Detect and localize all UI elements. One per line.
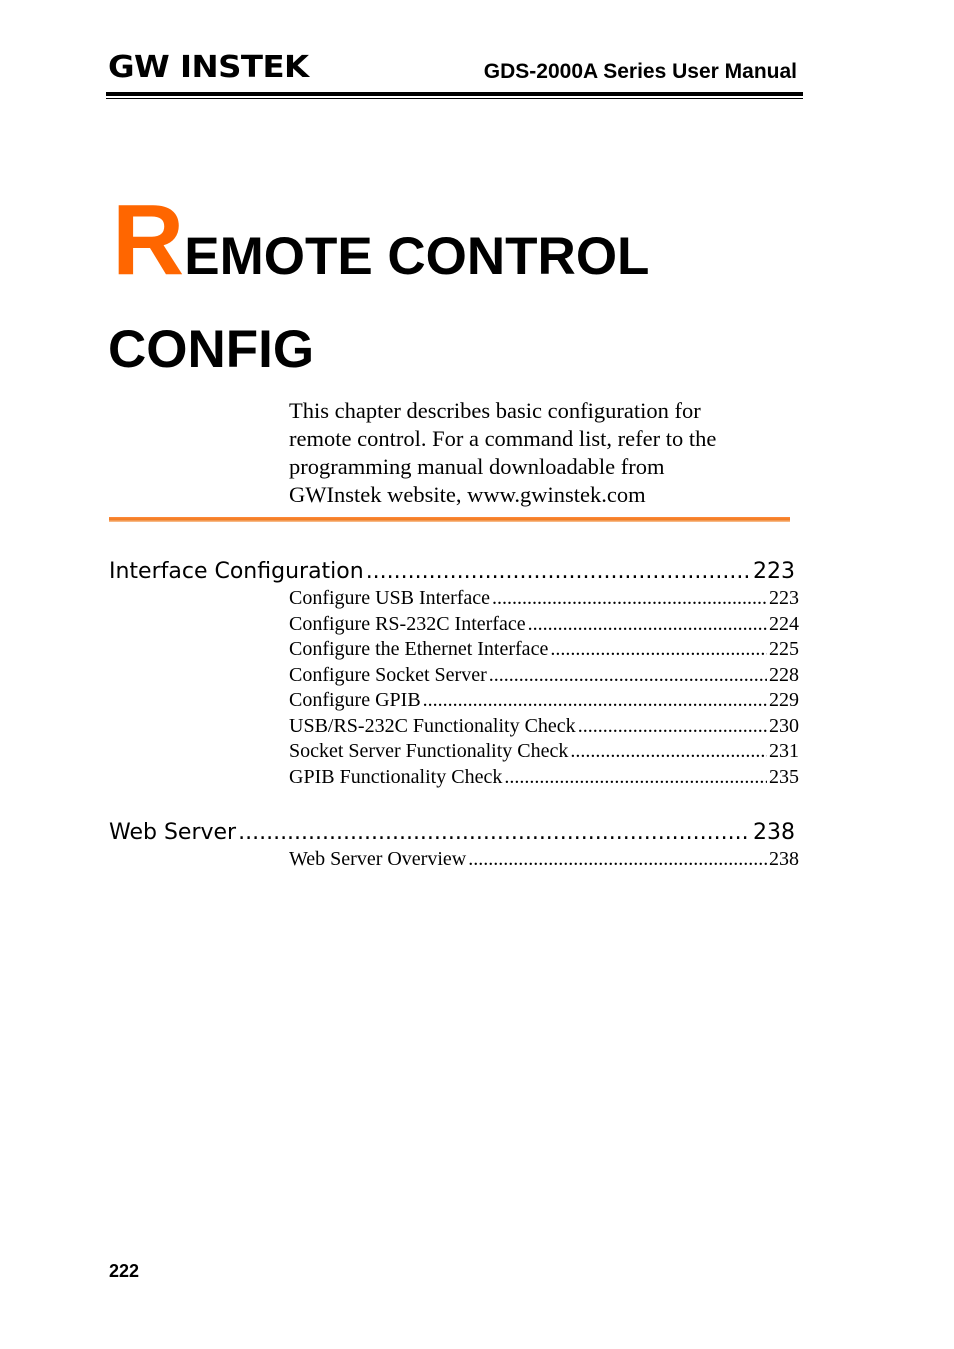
chapter-title-rest: EMOTE CONTROL [184, 227, 650, 286]
toc-item[interactable] [289, 714, 799, 740]
toc-section-interface-configuration[interactable] [109, 558, 795, 586]
toc-item-label: GPIB Functionality Check [289, 765, 503, 788]
toc-subitems-interface-configuration [289, 586, 799, 790]
toc-item-page: 229 [769, 689, 799, 711]
toc-leader-dots [366, 558, 751, 586]
toc-item[interactable] [289, 847, 799, 873]
toc-leader-dots [423, 688, 767, 714]
chapter-title-line1 [112, 185, 649, 325]
toc-item-label: Configure RS-232C Interface [289, 612, 526, 635]
toc-item[interactable] [289, 586, 799, 612]
page-number: 222 [109, 1261, 140, 1281]
toc-subitems-web-server [289, 847, 799, 873]
toc-section-page: 238 [753, 820, 795, 845]
toc-item-page: 231 [769, 740, 799, 762]
chapter-intro [289, 397, 789, 509]
toc-leader-dots [570, 739, 767, 765]
toc-item-page: 224 [769, 612, 799, 635]
intro-line: GWInstek website, www.gwinstek.com [289, 482, 646, 507]
toc-item-label: Configure USB Interface [289, 587, 491, 609]
chapter-title-initial: R [112, 184, 185, 296]
toc-leader-dots [489, 663, 767, 689]
toc-leader-dots [528, 612, 767, 638]
toc-leader-dots [238, 819, 751, 847]
toc-leader-dots [468, 847, 767, 873]
toc-item-label: Configure the Ethernet Interface [289, 638, 549, 660]
toc-section-title: Interface Configuration [109, 559, 364, 584]
toc-item-label: Web Server Overview [289, 848, 467, 870]
toc-item[interactable] [289, 739, 799, 765]
toc-item-page: 230 [769, 714, 799, 737]
toc-item[interactable] [289, 663, 799, 689]
toc-section-web-server[interactable] [109, 819, 795, 847]
toc-leader-dots [492, 586, 767, 612]
toc-leader-dots [504, 765, 767, 791]
toc-item-page: 235 [769, 765, 799, 788]
toc-section-page: 223 [753, 559, 795, 584]
toc-item-page: 223 [769, 587, 799, 609]
gw-instek-logo: GW INSTEK [108, 50, 309, 85]
toc-item-label: Configure GPIB [289, 689, 421, 711]
toc-section-title: Web Server [109, 820, 237, 845]
header-rule-thick [106, 92, 803, 96]
header-rule-thin [106, 98, 803, 99]
toc-item[interactable] [289, 637, 799, 663]
toc-item-page: 238 [769, 848, 799, 870]
toc-item[interactable] [289, 612, 799, 638]
toc-item-label: Socket Server Functionality Check [289, 740, 569, 762]
toc-item-label: Configure Socket Server [289, 663, 487, 686]
toc-item-label: USB/RS-232C Functionality Check [289, 714, 576, 737]
orange-divider [109, 517, 790, 522]
toc-item[interactable] [289, 765, 799, 791]
chapter-title-line2: CONFIG [108, 320, 315, 379]
intro-line: programming manual downloadable from [289, 454, 665, 479]
manual-title: GDS-2000A Series User Manual [483, 60, 797, 83]
intro-line: remote control. For a command list, refer to the [289, 426, 717, 451]
intro-line: This chapter describes basic configuration for [289, 398, 701, 423]
toc-leader-dots [550, 637, 767, 663]
toc-item[interactable] [289, 688, 799, 714]
toc-leader-dots [578, 714, 767, 740]
toc-item-page: 225 [769, 638, 799, 660]
toc-item-page: 228 [769, 663, 799, 686]
